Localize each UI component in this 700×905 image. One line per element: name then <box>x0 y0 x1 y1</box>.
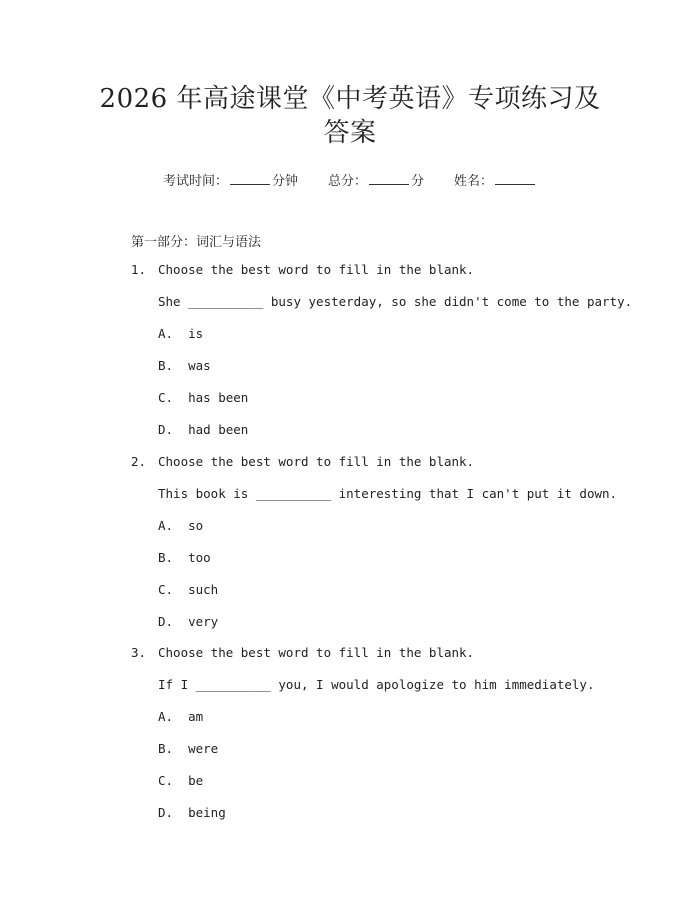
option-c[interactable]: C. has been <box>158 390 249 405</box>
exam-time-blank[interactable] <box>230 171 270 185</box>
option-b[interactable]: B. was <box>158 358 211 373</box>
question-number: 1. <box>131 262 147 277</box>
option-c[interactable]: C. be <box>158 773 204 788</box>
option-b[interactable]: B. too <box>158 550 211 565</box>
option-a[interactable]: A. is <box>158 326 204 341</box>
option-a[interactable]: A. so <box>158 518 204 533</box>
exam-meta <box>0 170 700 189</box>
exam-time <box>163 170 298 189</box>
question-prompt: Choose the best word to fill in the blank. <box>158 454 475 469</box>
question-number: 2. <box>131 454 147 469</box>
total-score-blank[interactable] <box>369 171 409 185</box>
student-name-blank[interactable] <box>495 171 535 185</box>
total-score-label: 总分： <box>327 174 367 189</box>
document-title: 2026 年高途课堂《中考英语》专项练习及答案 <box>99 84 601 148</box>
section-title: 第一部分：词汇与语法 <box>131 235 262 250</box>
question-sentence: If I __________ you, I would apologize to him immediately. <box>158 677 595 692</box>
exam-time-label: 考试时间： <box>162 174 228 189</box>
total-score <box>328 170 424 189</box>
option-c[interactable]: C. such <box>158 582 219 597</box>
question-number: 3. <box>131 645 147 660</box>
student-name <box>454 170 537 189</box>
student-name-label: 姓名： <box>454 174 494 189</box>
question-prompt: Choose the best word to fill in the blank. <box>158 262 475 277</box>
total-score-unit: 分 <box>411 174 425 189</box>
option-b[interactable]: B. were <box>158 741 219 756</box>
question-sentence: She __________ busy yesterday, so she didn't come to the party. <box>158 294 633 309</box>
exam-time-unit: 分钟 <box>271 174 298 189</box>
question-sentence: This book is __________ interesting that I can't put it down. <box>158 486 618 501</box>
option-d[interactable]: D. had been <box>158 422 249 437</box>
option-a[interactable]: A. am <box>158 709 204 724</box>
option-d[interactable]: D. being <box>158 805 226 820</box>
option-d[interactable]: D. very <box>158 614 219 629</box>
question-prompt: Choose the best word to fill in the blank. <box>158 645 475 660</box>
